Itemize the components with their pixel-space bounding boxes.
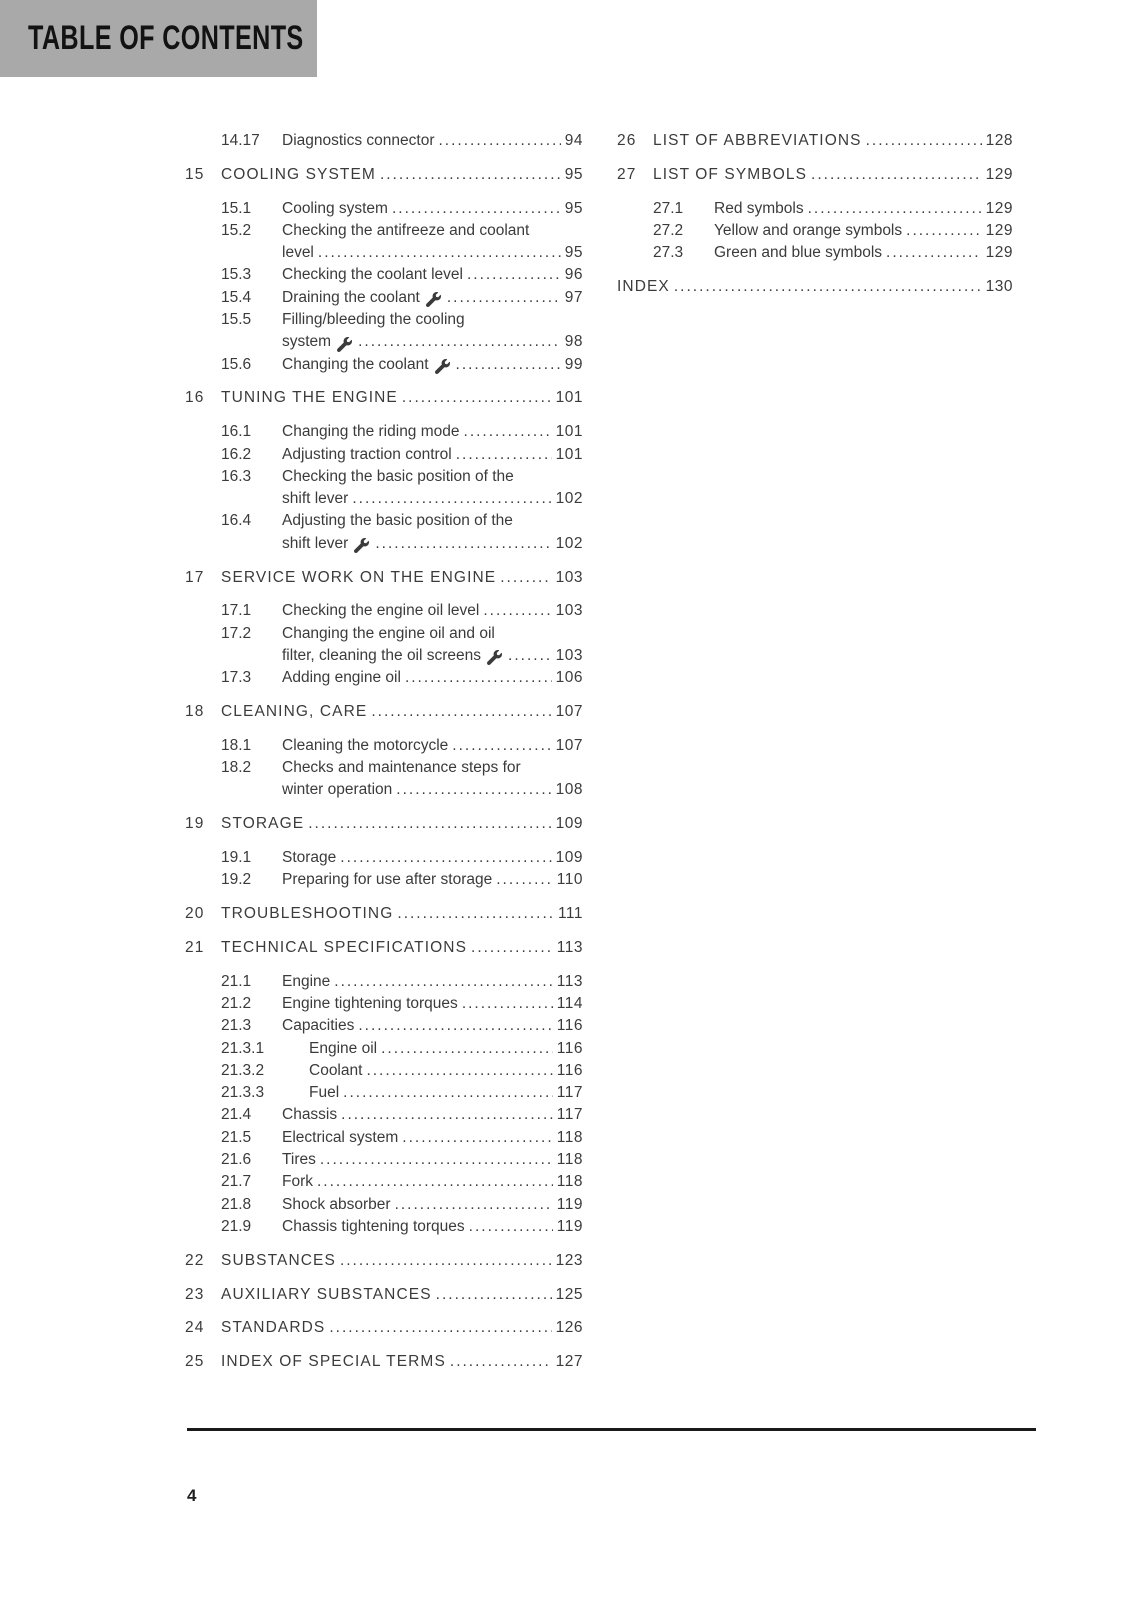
toc-entry-title: Draining the coolant: [282, 288, 420, 306]
toc-entry-title: INDEX OF SPECIAL TERMS: [221, 1353, 446, 1371]
toc-entry-15.1: [185, 198, 583, 220]
toc-entry-content: [282, 1171, 583, 1193]
toc-entry-title: Red symbols: [714, 199, 804, 217]
footer-divider: [187, 1428, 1036, 1431]
toc-page-number: 129: [985, 244, 1013, 262]
dot-leader: [358, 331, 561, 353]
toc-entry-21.8: [185, 1194, 583, 1216]
toc-entry-content: [221, 567, 583, 589]
dot-leader: [352, 488, 551, 510]
dot-leader: [366, 1060, 552, 1082]
toc-entry-23: [185, 1284, 583, 1306]
toc-entry-content: [282, 1127, 583, 1149]
toc-entry-21.2: [185, 993, 583, 1015]
toc-column-left: [185, 130, 583, 1385]
toc-entry-title: Cleaning the motorcycle: [282, 736, 449, 754]
toc-entry-number: 27.2: [653, 221, 684, 239]
toc-entry-number: 17.3: [221, 669, 252, 687]
toc-entry-27: [617, 164, 1013, 186]
toc-entry-title: Shock absorber: [282, 1195, 391, 1213]
toc-entry-title-line: Adjusting the basic position of the: [282, 512, 513, 530]
toc-entry-content: [653, 130, 1013, 152]
dot-leader: [462, 993, 553, 1015]
toc-entry-title: LIST OF SYMBOLS: [653, 165, 808, 183]
toc-page-number: 103: [555, 568, 583, 586]
toc-entry-24: [185, 1317, 583, 1339]
toc-entry-title: Tires: [282, 1151, 316, 1169]
toc-entry-number: 18.1: [221, 736, 252, 754]
dot-leader: [808, 198, 982, 220]
toc-entry-content: [282, 623, 583, 668]
toc-page-number: 98: [564, 333, 583, 351]
toc-entry-content: [282, 287, 583, 309]
toc-entry-content: [282, 220, 583, 265]
toc-entry-content: [282, 735, 583, 757]
toc-page-number: 129: [985, 199, 1013, 217]
toc-entry-number: 21.3.1: [221, 1039, 265, 1057]
toc-entry-content: [282, 354, 583, 376]
toc-entry-content: [282, 510, 583, 555]
toc-page-number: 114: [556, 995, 583, 1012]
toc-entry-27.3: [617, 242, 1013, 264]
toc-entry-title-line: Checking the basic position of the: [282, 467, 514, 485]
toc-entry-content: [282, 130, 583, 152]
toc-entry-19: [185, 813, 583, 835]
dot-leader: [866, 130, 982, 152]
toc-entry-title: Engine: [282, 972, 331, 990]
dot-leader: [447, 287, 561, 309]
toc-entry-title: Storage: [282, 849, 337, 867]
dot-leader: [886, 242, 982, 264]
toc-entry-number: 21.3.3: [221, 1084, 265, 1102]
dot-leader: [380, 164, 561, 186]
toc-entry-title-line: Changing the engine oil and oil: [282, 624, 495, 642]
dot-leader: [508, 645, 552, 667]
toc-entry-number: 15.4: [221, 288, 252, 306]
wrench-icon: [487, 650, 502, 665]
toc-entry-21.3: [185, 1015, 583, 1037]
toc-entry-title: TROUBLESHOOTING: [221, 905, 394, 923]
toc-entry-number: 27.1: [653, 199, 684, 217]
wrench-icon: [354, 538, 369, 553]
toc-entry-title: Fork: [282, 1173, 313, 1191]
toc-entry-number: 21.5: [221, 1128, 252, 1146]
dot-leader: [381, 1038, 553, 1060]
toc-entry-content: [282, 1216, 583, 1238]
toc-page-number: 119: [556, 1195, 583, 1213]
toc-entry-content: [282, 1015, 583, 1037]
toc-entry-content: [282, 1149, 583, 1171]
toc-entry-content: [282, 847, 583, 869]
toc-entry-content: [221, 1284, 583, 1306]
toc-entry-number: 25: [185, 1353, 205, 1371]
toc-entry-content: [282, 198, 583, 220]
toc-entry-number: 18: [185, 703, 205, 721]
dot-leader: [402, 1127, 553, 1149]
toc-page-number: 108: [555, 781, 583, 799]
toc-entry-content: [282, 600, 583, 622]
toc-page-number: 116: [556, 1017, 583, 1035]
toc-column-right: [617, 130, 1013, 310]
toc-entry-number: 21.3.2: [221, 1061, 265, 1079]
toc-entry-content: [221, 937, 583, 959]
toc-page-number: 95: [564, 165, 583, 183]
toc-entry-number: 21.1: [221, 972, 252, 990]
toc-entry-content: [714, 198, 1013, 220]
toc-page-number: 99: [564, 355, 583, 373]
toc-page-number: 128: [985, 132, 1013, 149]
toc-entry-content: [309, 1082, 583, 1104]
dot-leader: [308, 813, 551, 835]
toc-entry-content: [221, 701, 583, 723]
toc-entry-26: [617, 130, 1013, 152]
toc-entry-21.7: [185, 1171, 583, 1193]
toc-page-number: 109: [555, 815, 583, 833]
toc-entry-content: [714, 242, 1013, 264]
toc-page-number: 118: [556, 1151, 583, 1169]
toc-entry-title: Yellow and orange symbols: [714, 221, 903, 239]
toc-page-number: 116: [556, 1039, 583, 1057]
toc-entry-15.4: [185, 287, 583, 309]
toc-page-number: 103: [555, 646, 583, 664]
toc-entry-21.9: [185, 1216, 583, 1238]
toc-entry-content: [221, 813, 583, 835]
wrench-icon: [426, 292, 441, 307]
toc-entry-content: [282, 993, 583, 1015]
toc-entry-content: [282, 309, 583, 354]
toc-entry-number: 21.4: [221, 1106, 252, 1124]
dot-leader: [456, 354, 561, 376]
page-number: 4: [187, 1486, 197, 1505]
dot-leader: [436, 1284, 552, 1306]
toc-entry-title: CLEANING, CARE: [221, 703, 368, 721]
toc-entry-20: [185, 903, 583, 925]
toc-entry-number: 16.1: [221, 423, 252, 441]
page-title: TABLE OF CONTENTS: [28, 19, 304, 57]
dot-leader: [483, 600, 551, 622]
toc-entry-18: [185, 701, 583, 723]
toc-entry-content: [282, 869, 583, 891]
toc-entry-17.1: [185, 600, 583, 622]
toc-entry-content: [221, 1250, 583, 1272]
toc-entry-number: 17.2: [221, 624, 252, 642]
toc-entry-number: 19: [185, 815, 205, 833]
toc-entry-21.4: [185, 1104, 583, 1126]
toc-entry-title: SUBSTANCES: [221, 1251, 336, 1269]
toc-page-number: 123: [555, 1251, 583, 1269]
toc-entry-number: 16.4: [221, 512, 252, 530]
toc-entry-16.3: [185, 466, 583, 511]
dot-leader: [340, 1250, 552, 1272]
toc-entry-17.3: [185, 667, 583, 689]
toc-entry-15.5: [185, 309, 583, 354]
toc-entry-21.5: [185, 1127, 583, 1149]
toc-page-number: 102: [555, 490, 583, 508]
toc-entry-title: INDEX: [617, 277, 670, 295]
toc-entry-number: 17.1: [221, 602, 252, 620]
toc-entry-content: [282, 421, 583, 443]
toc-entry-27.2: [617, 220, 1013, 242]
dot-leader: [343, 1082, 553, 1104]
toc-entry-16.2: [185, 444, 583, 466]
toc-entry-title: TECHNICAL SPECIFICATIONS: [221, 938, 468, 956]
toc-entry-number: 26: [617, 132, 637, 149]
toc-entry-number: 15.2: [221, 221, 252, 239]
toc-entry-title: level: [282, 244, 314, 262]
page-header: [0, 0, 317, 77]
toc-entry-number: 16.2: [221, 445, 252, 463]
toc-entry-15: [185, 164, 583, 186]
toc-entry-title: SERVICE WORK ON THE ENGINE: [221, 568, 497, 586]
toc-entry-content: [714, 220, 1013, 242]
toc-entry-number: 19.2: [221, 871, 252, 889]
toc-entry-content: [617, 276, 1013, 298]
toc-entry-15.6: [185, 354, 583, 376]
toc-entry-number: 21.6: [221, 1151, 252, 1169]
toc-entry-15.3: [185, 264, 583, 286]
toc-entry-title: STANDARDS: [221, 1319, 326, 1337]
dot-leader: [396, 779, 551, 801]
toc-entry-title: Engine oil: [309, 1039, 378, 1057]
toc-entry-number: 14.17: [221, 132, 260, 149]
toc-page-number: 101: [555, 389, 583, 407]
toc-entry-17.2: [185, 623, 583, 668]
toc-page-number: 101: [555, 423, 583, 441]
dot-leader: [405, 667, 552, 689]
toc-entry-content: [282, 667, 583, 689]
dot-leader: [906, 220, 981, 242]
dot-leader: [341, 1104, 553, 1126]
wrench-icon: [435, 359, 450, 374]
toc-entry-18.2: [185, 757, 583, 802]
dot-leader: [320, 1149, 553, 1171]
toc-page-number: 113: [556, 938, 583, 956]
toc-page-number: 95: [564, 199, 583, 217]
toc-entry-16.4: [185, 510, 583, 555]
toc-page-number: 129: [985, 165, 1013, 183]
toc-entry-title: Changing the riding mode: [282, 423, 460, 441]
toc-entry-index: [617, 276, 1013, 298]
dot-leader: [358, 1015, 552, 1037]
toc-entry-16.1: [185, 421, 583, 443]
toc-entry-number: 21.2: [221, 995, 252, 1012]
toc-entry-number: 21.3: [221, 1017, 252, 1035]
toc-page-number: 109: [555, 849, 583, 867]
toc-page-number: 129: [985, 221, 1013, 239]
dot-leader: [329, 1317, 551, 1339]
toc-page-number: 94: [564, 132, 583, 149]
toc-entry-content: [282, 757, 583, 802]
toc-entry-19.2: [185, 869, 583, 891]
dot-leader: [395, 1194, 553, 1216]
toc-page-number: 95: [564, 244, 583, 262]
toc-entry-19.1: [185, 847, 583, 869]
toc-entry-title: shift lever: [282, 490, 349, 508]
dot-leader: [392, 198, 561, 220]
toc-entry-content: [282, 466, 583, 511]
toc-entry-content: [221, 164, 583, 186]
dot-leader: [402, 387, 552, 409]
toc-entry-title: Fuel: [309, 1084, 340, 1102]
toc-entry-number: 21: [185, 938, 205, 956]
toc-entry-title: Checking the coolant level: [282, 266, 463, 284]
toc-entry-content: [282, 444, 583, 466]
dot-leader: [439, 130, 561, 152]
toc-page-number: 101: [555, 445, 583, 463]
toc-page-number: 111: [557, 905, 583, 923]
toc-entry-content: [309, 1038, 583, 1060]
toc-page-number: 113: [556, 972, 583, 990]
dot-leader: [317, 1171, 553, 1193]
wrench-icon: [337, 337, 352, 352]
toc-entry-title: Chassis tightening torques: [282, 1217, 465, 1235]
dot-leader: [452, 735, 551, 757]
toc-entry-title-line: Filling/bleeding the cooling: [282, 311, 465, 329]
toc-entry-number: 21.8: [221, 1195, 252, 1213]
toc-page-number: 102: [555, 534, 583, 552]
toc-entry-21.1: [185, 971, 583, 993]
toc-entry-number: 21.7: [221, 1173, 252, 1191]
toc-entry-number: 15.3: [221, 266, 252, 284]
toc-entry-title: Chassis: [282, 1106, 338, 1124]
toc-entry-title: TUNING THE ENGINE: [221, 389, 398, 407]
dot-leader: [674, 276, 982, 298]
toc-entry-content: [221, 387, 583, 409]
toc-page-number: 119: [556, 1217, 583, 1235]
toc-entry-title: winter operation: [282, 781, 393, 799]
toc-entry-number: 20: [185, 905, 205, 923]
toc-entry-content: [653, 164, 1013, 186]
toc-entry-21.3.3: [185, 1082, 583, 1104]
toc-entry-title-line: Checks and maintenance steps for: [282, 759, 521, 777]
toc-page-number: 117: [556, 1106, 583, 1124]
toc-entry-25: [185, 1351, 583, 1373]
toc-page-number: 117: [556, 1084, 583, 1102]
toc-entry-content: [221, 1317, 583, 1339]
toc-entry-number: 27.3: [653, 244, 684, 262]
toc-entry-title: system: [282, 333, 332, 351]
dot-leader: [456, 444, 552, 466]
dot-leader: [318, 242, 561, 264]
toc-page-number: 106: [555, 669, 583, 687]
toc-entry-number: 16.3: [221, 467, 252, 485]
toc-entry-title: Preparing for use after storage: [282, 871, 493, 889]
toc-entry-title: COOLING SYSTEM: [221, 165, 376, 183]
toc-entry-title: Capacities: [282, 1017, 355, 1035]
toc-entry-content: [221, 903, 583, 925]
toc-page-number: 107: [555, 736, 583, 754]
toc-entry-content: [221, 1351, 583, 1373]
toc-entry-number: 15.1: [221, 199, 252, 217]
toc-entry-content: [282, 1104, 583, 1126]
toc-entry-15.2: [185, 220, 583, 265]
dot-leader: [467, 264, 561, 286]
toc-page-number: 125: [555, 1285, 583, 1303]
toc-entry-number: 15: [185, 165, 205, 183]
dot-leader: [464, 421, 552, 443]
toc-entry-number: 22: [185, 1251, 205, 1269]
toc-entry-14.17: [185, 130, 583, 152]
toc-entry-21.3.2: [185, 1060, 583, 1082]
toc-entry-17: [185, 567, 583, 589]
toc-entry-number: 16: [185, 389, 205, 407]
toc-entry-title: Changing the coolant: [282, 355, 429, 373]
toc-page-number: 110: [556, 871, 583, 889]
toc-entry-number: 15.6: [221, 355, 252, 373]
toc-entry-content: [282, 264, 583, 286]
dot-leader: [450, 1351, 552, 1373]
toc-entry-title: Adjusting traction control: [282, 445, 452, 463]
toc-page-number: 118: [556, 1128, 583, 1146]
toc-entry-number: 15.5: [221, 311, 252, 329]
toc-page-number: 103: [555, 602, 583, 620]
toc-entry-number: 23: [185, 1285, 205, 1303]
toc-entry-21.3.1: [185, 1038, 583, 1060]
toc-page-number: 118: [556, 1173, 583, 1191]
toc-entry-number: 17: [185, 568, 205, 586]
toc-page-number: 107: [555, 703, 583, 721]
dot-leader: [397, 903, 554, 925]
toc-entry-21: [185, 937, 583, 959]
toc-entry-title: shift lever: [282, 534, 349, 552]
toc-entry-title: Coolant: [309, 1061, 363, 1079]
toc-page-number: 96: [564, 266, 583, 284]
dot-leader: [496, 869, 553, 891]
toc-entry-content: [282, 971, 583, 993]
dot-leader: [340, 847, 551, 869]
toc-entry-16: [185, 387, 583, 409]
toc-entry-title: Green and blue symbols: [714, 244, 883, 262]
toc-entry-22: [185, 1250, 583, 1272]
toc-entry-content: [282, 1194, 583, 1216]
toc-entry-number: 21.9: [221, 1217, 252, 1235]
dot-leader: [811, 164, 982, 186]
toc-page-number: 116: [556, 1061, 583, 1079]
toc-entry-title-line: Checking the antifreeze and coolant: [282, 221, 530, 239]
toc-entry-title: Engine tightening torques: [282, 995, 458, 1012]
toc-entry-title: AUXILIARY SUBSTANCES: [221, 1285, 432, 1303]
dot-leader: [500, 567, 551, 589]
dot-leader: [371, 701, 551, 723]
toc-entry-number: 18.2: [221, 759, 252, 777]
toc-entry-title: filter, cleaning the oil screens: [282, 646, 482, 664]
toc-page-number: 126: [555, 1319, 583, 1337]
toc-entry-number: 24: [185, 1319, 205, 1337]
dot-leader: [469, 1216, 553, 1238]
toc-entry-number: 19.1: [221, 849, 252, 867]
toc-entry-title: Cooling system: [282, 199, 388, 217]
toc-entry-number: 27: [617, 165, 637, 183]
toc-entry-content: [309, 1060, 583, 1082]
toc-entry-title: Diagnostics connector: [282, 132, 435, 149]
toc-entry-title: STORAGE: [221, 815, 305, 833]
toc-entry-18.1: [185, 735, 583, 757]
toc-entry-title: Checking the engine oil level: [282, 602, 480, 620]
dot-leader: [375, 533, 551, 555]
toc-page-number: 130: [985, 277, 1013, 295]
dot-leader: [334, 971, 553, 993]
dot-leader: [471, 937, 553, 959]
toc-entry-title: Electrical system: [282, 1128, 399, 1146]
toc-page-number: 97: [564, 288, 583, 306]
toc-entry-title: LIST OF ABBREVIATIONS: [653, 132, 862, 149]
toc-page-number: 127: [555, 1353, 583, 1371]
toc-entry-21.6: [185, 1149, 583, 1171]
toc-entry-title: Adding engine oil: [282, 669, 401, 687]
toc-entry-27.1: [617, 198, 1013, 220]
